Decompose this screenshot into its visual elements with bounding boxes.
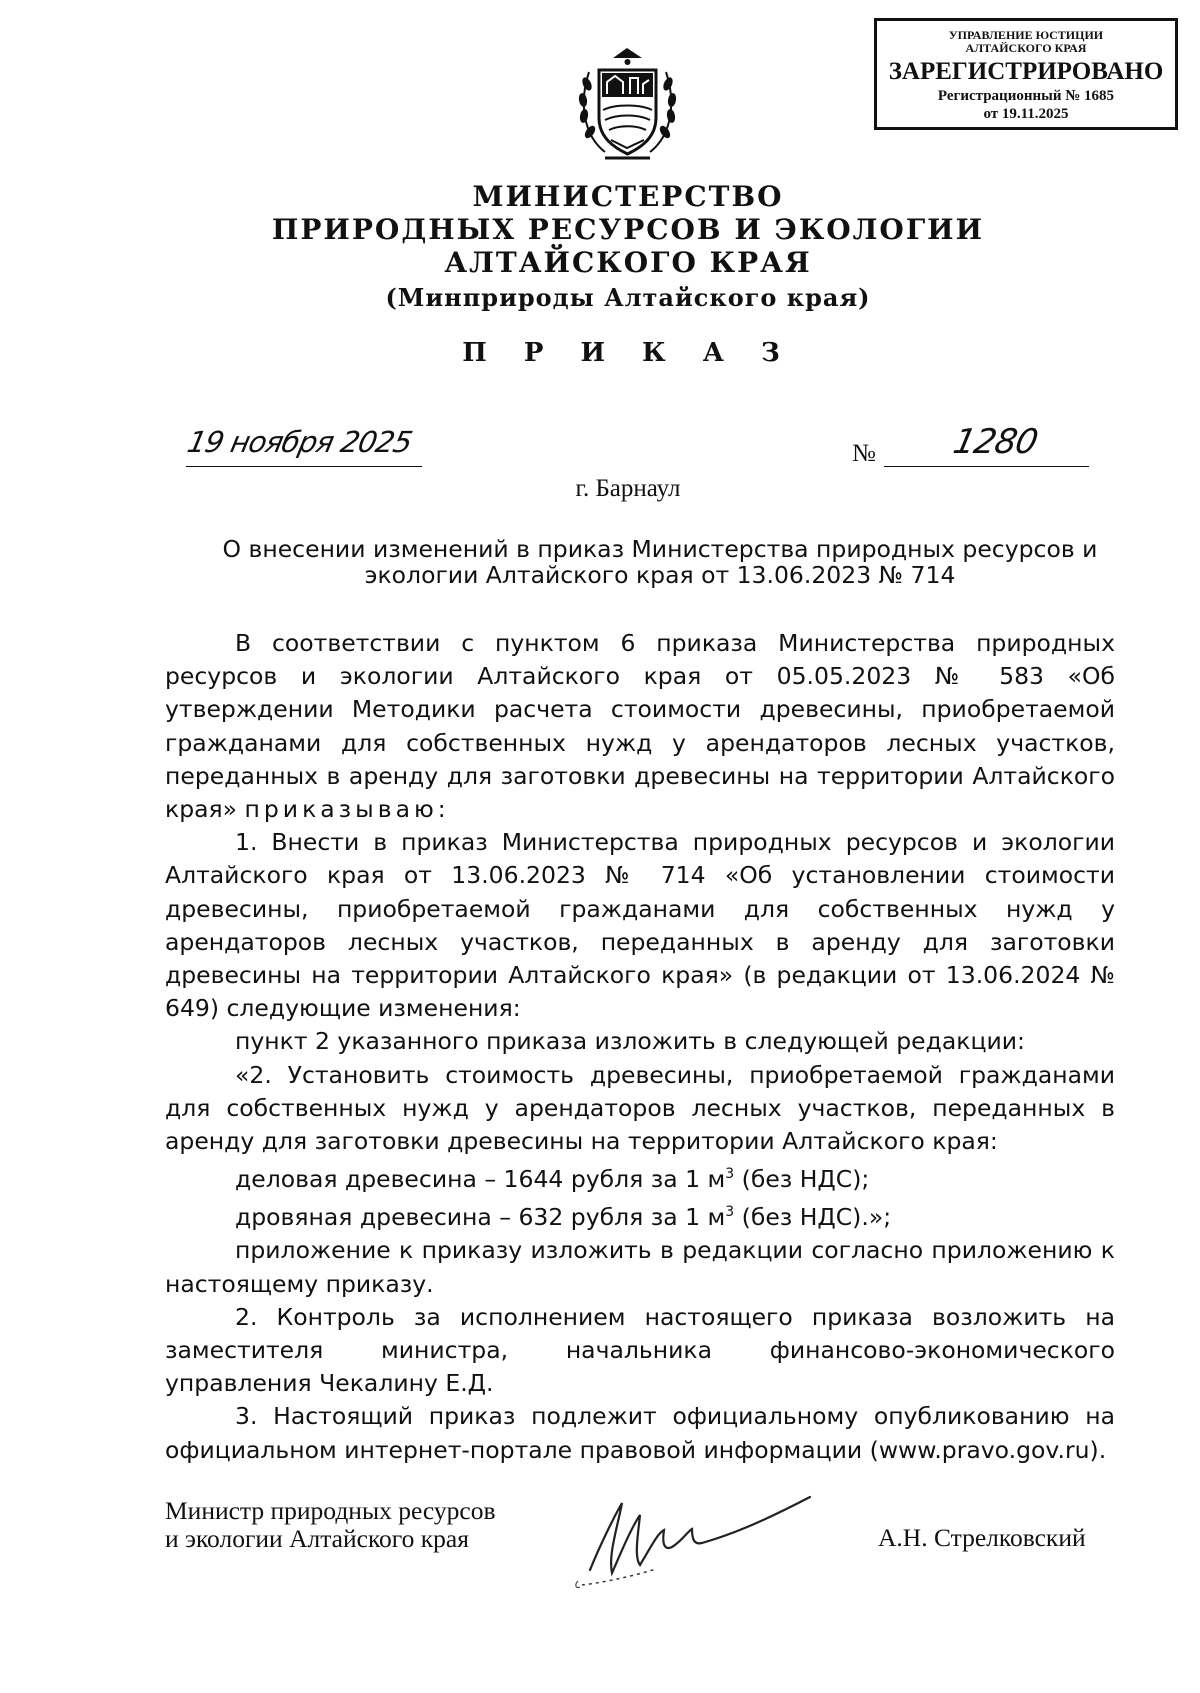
price-business-text: деловая древесина – 1644 рубля за 1 м	[235, 1165, 726, 1194]
number-underline	[884, 466, 1089, 467]
order-body	[165, 627, 1115, 1467]
stamp-reg-number: Регистрационный № 1685	[937, 88, 1115, 104]
order-number-label: №	[852, 440, 876, 467]
price-business-vat: (без НДС);	[734, 1165, 870, 1194]
item1-quote: «2. Установить стоимость древесины, приобретаемой гражданами для собственных нужд у арендаторов лесных участков, переданных в аренду для заготовки древесины на территории Алтайского края:	[165, 1060, 1115, 1156]
registration-stamp	[874, 18, 1178, 130]
order-number-handwritten: 1280	[949, 422, 1041, 462]
order-date-handwritten: 19 ноября 2025	[184, 425, 415, 459]
ministry-name-line3: АЛТАЙСКОГО КРАЯ	[444, 246, 812, 279]
preamble-action: приказываю:	[244, 795, 450, 824]
ministry-name-line1: МИНИСТЕРСТВО	[472, 180, 784, 213]
item1-intro: пункт 2 указанного приказа изложить в следующей редакции:	[235, 1027, 1025, 1056]
price-firewood-text: дровяная древесина – 632 рубля за 1 м	[235, 1203, 726, 1232]
position-line2: и экологии Алтайского края	[165, 1524, 469, 1553]
subject-line1: О внесении изменений в приказ Министерства природных ресурсов и	[222, 535, 1098, 563]
stamp-org-line1: УПРАВЛЕНИЕ ЮСТИЦИИ	[948, 28, 1104, 42]
stamp-reg-date: от 19.11.2025	[983, 106, 1069, 122]
order-city: г. Барнаул	[575, 475, 681, 502]
stamp-org-line2: АЛТАЙСКОГО КРАЯ	[965, 41, 1087, 55]
preamble-paragraph	[165, 627, 1115, 826]
preamble-text: В соответствии с пунктом 6 приказа Министерства природных ресурсов и экологии Алтайского края от 05.05.2023 № 583 «Об утверждении Методики расчета стоимости древесины, приобретаемой гражданами для собственных нужд у арендаторов лесных участков, переданных в аренду для заготовки древесины на территории Алтайского края»	[165, 629, 1115, 824]
signatory-position	[165, 1497, 496, 1553]
stamp-status: ЗАРЕГИСТРИРОВАНО	[888, 58, 1164, 85]
price-firewood	[165, 1196, 1115, 1234]
item1-appendix: приложение к приказу изложить в редакции согласно приложению к настоящему приказу.	[165, 1236, 1115, 1298]
item3-paragraph: 3. Настоящий приказ подлежит официальному опубликованию на официальном интернет-портале правовой информации (www.pravo.gov.ru).	[165, 1402, 1115, 1464]
signatory-name: А.Н. Стрелковский	[878, 1523, 1086, 1552]
ministry-header	[0, 180, 1200, 315]
price-firewood-vat: (без НДС).»;	[734, 1203, 892, 1232]
item1-paragraph: 1. Внести в приказ Министерства природных ресурсов и экологии Алтайского края от 13.06.2023 № 714 «Об установлении стоимости древесины, приобретаемой гражданами для собственных нужд у арендаторов лесных участков, переданных в аренду для заготовки древесины на территории Алтайского края» (в редакции от 13.06.2024 № 649) следующие изменения:	[165, 828, 1115, 1023]
cube-superscript: 3	[725, 1204, 735, 1221]
price-business-wood	[165, 1158, 1115, 1196]
document-type: П Р И К А З	[462, 338, 794, 368]
date-underline	[186, 466, 422, 467]
subject-line2: экологии Алтайского края от 13.06.2023 № 714	[364, 561, 956, 589]
coat-of-arms-icon	[575, 40, 680, 170]
handwritten-signature-icon	[560, 1485, 820, 1595]
ministry-name-line2: ПРИРОДНЫХ РЕСУРСОВ И ЭКОЛОГИИ	[271, 213, 985, 246]
ministry-short-name: (Минприроды Алтайского края)	[385, 283, 871, 312]
order-subject	[215, 536, 1105, 588]
cube-superscript: 3	[725, 1166, 735, 1183]
item2-paragraph: 2. Контроль за исполнением настоящего приказа возложить на заместителя министра, начальника финансово-экономического управления Чекалину Е.Д.	[165, 1302, 1115, 1398]
position-line1: Министр природных ресурсов	[165, 1496, 496, 1525]
